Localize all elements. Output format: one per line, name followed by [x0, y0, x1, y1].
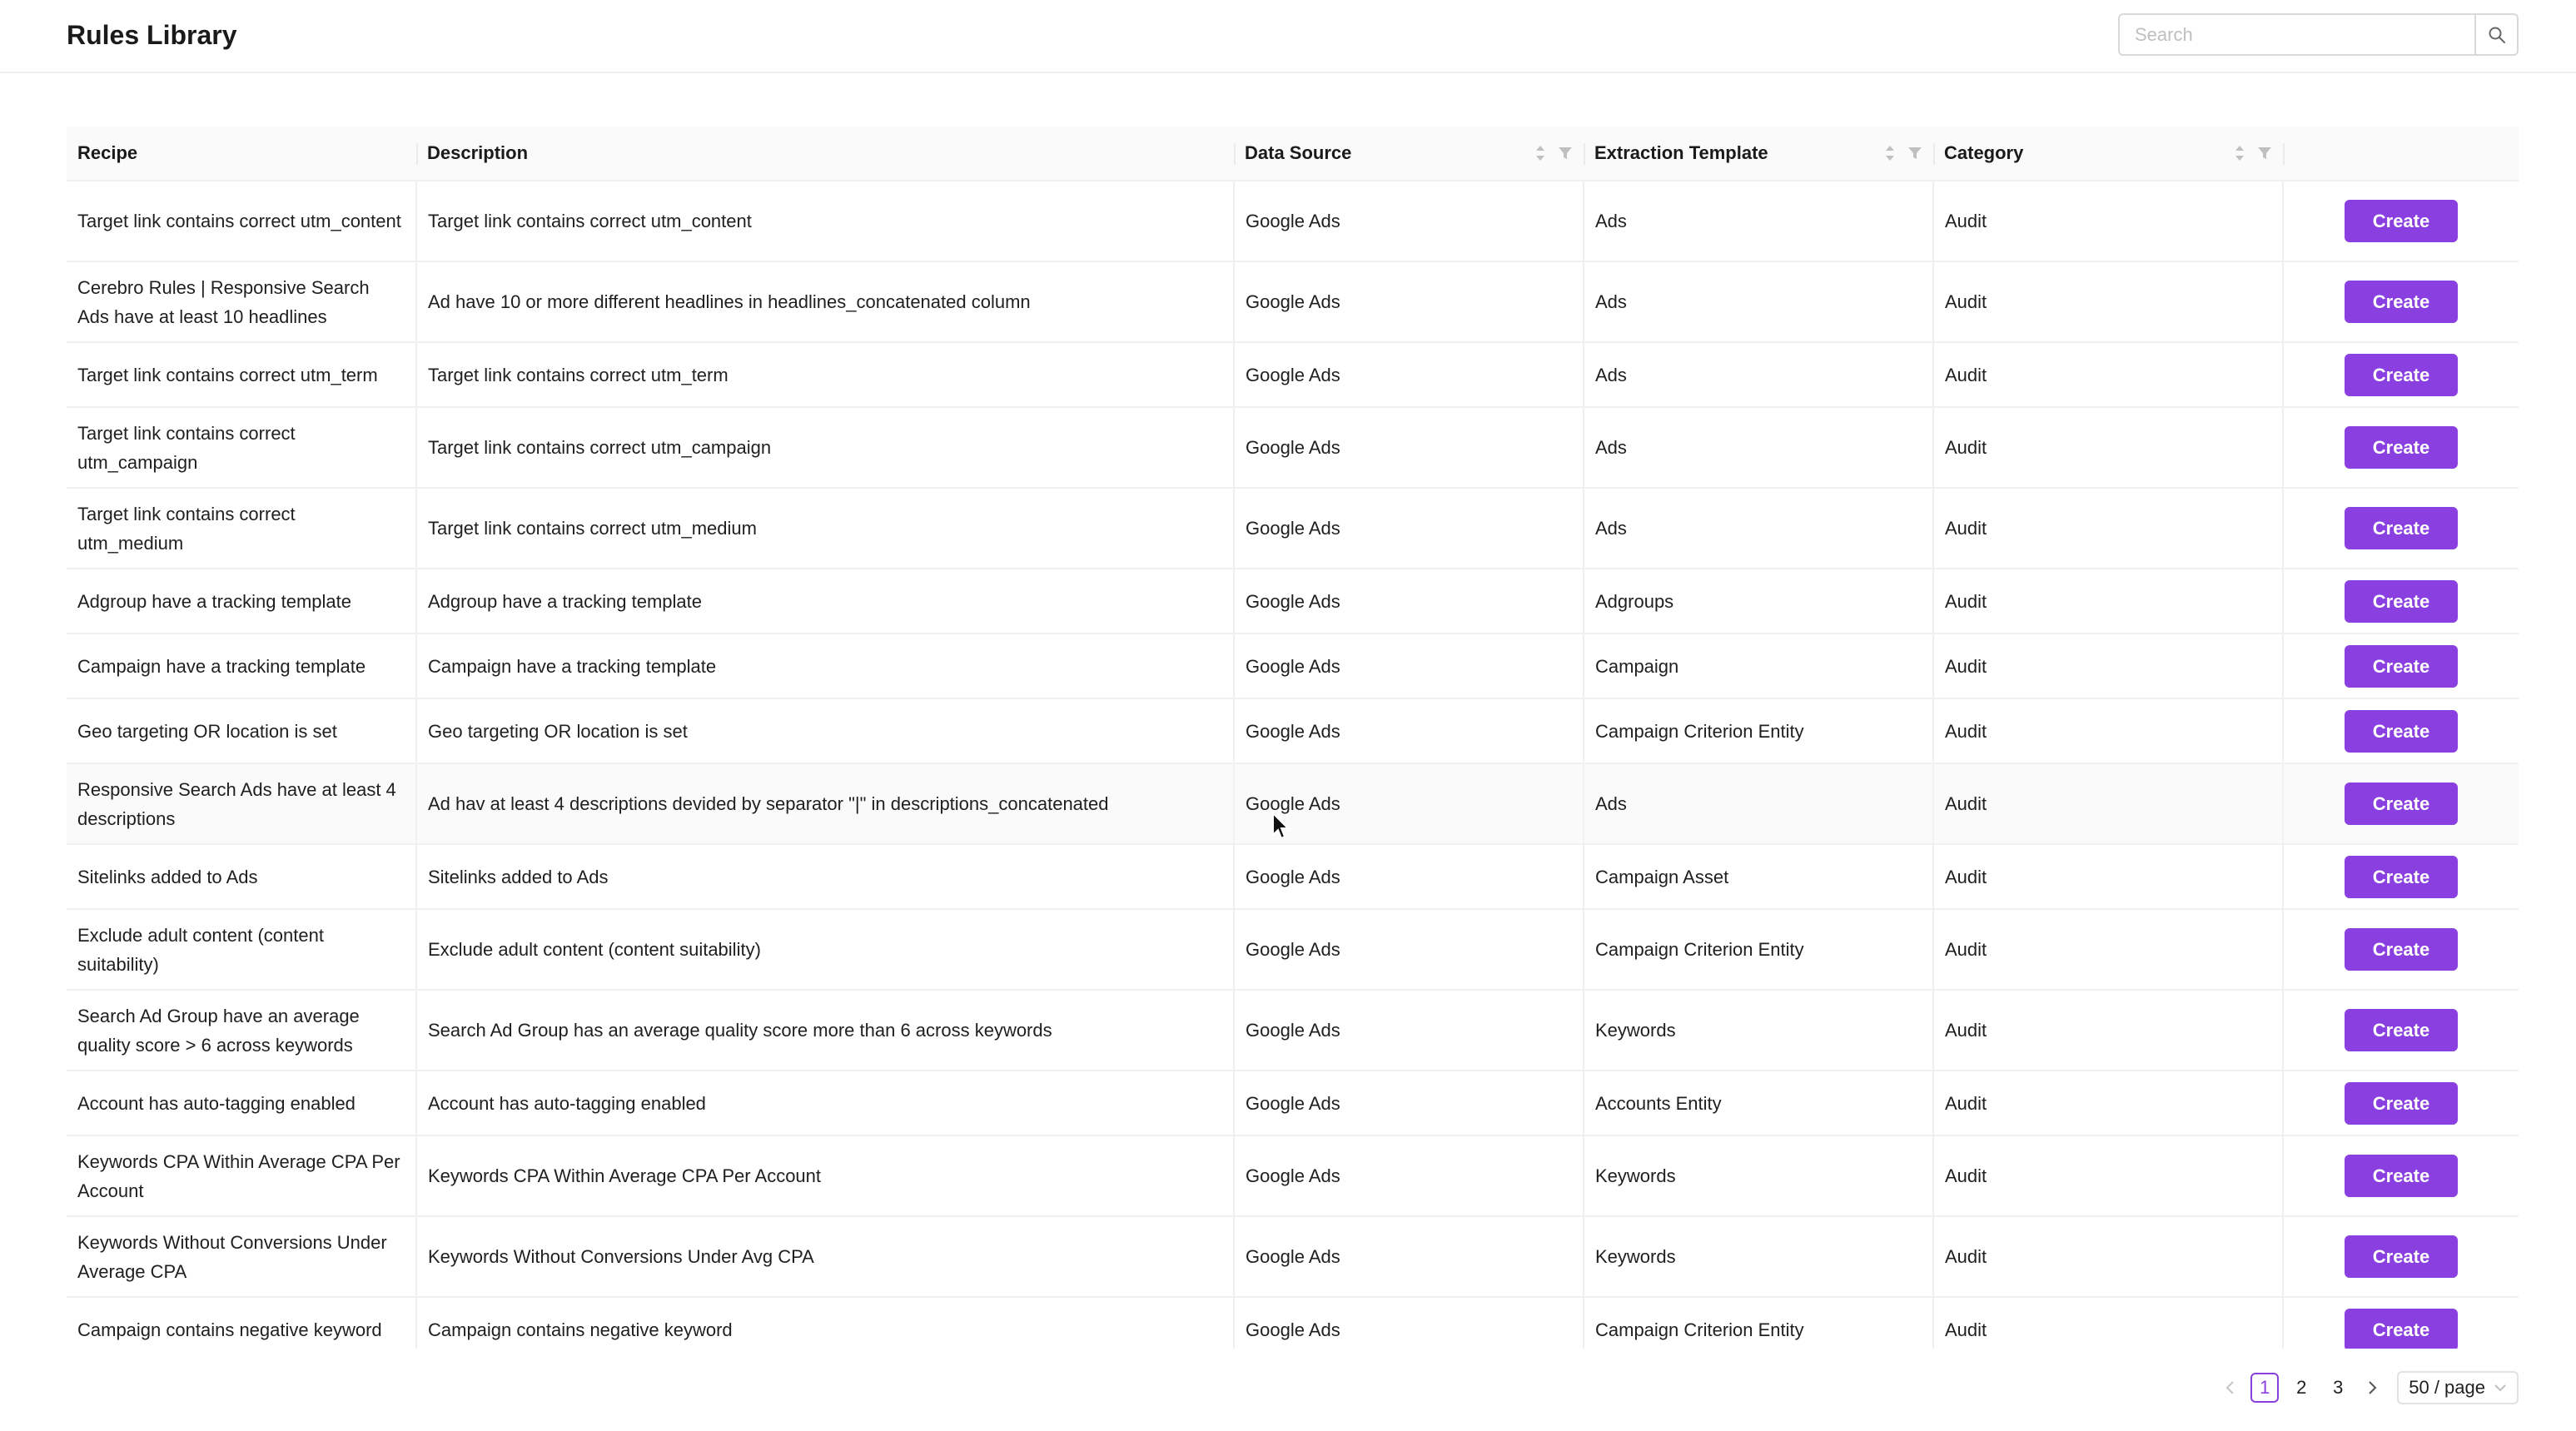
- recipe-cell: Campaign contains negative keyword: [67, 1297, 416, 1349]
- description-cell: Adgroup have a tracking template: [416, 569, 1234, 634]
- search-box: [2118, 13, 2519, 56]
- description-cell: Ad hav at least 4 descriptions devided by separator "|" in descriptions_concatenated: [416, 763, 1234, 844]
- search-icon: [2487, 25, 2507, 45]
- category-cell: Audit: [1933, 634, 2283, 698]
- table-row: [67, 569, 2519, 634]
- header-bar: [0, 0, 2576, 73]
- recipe-cell: Account has auto-tagging enabled: [67, 1071, 416, 1135]
- template-cell: Campaign Criterion Entity: [1584, 698, 1933, 763]
- action-cell: [2283, 261, 2519, 342]
- description-cell: Target link contains correct utm_term: [416, 342, 1234, 407]
- description-cell: Exclude adult content (content suitability): [416, 909, 1234, 990]
- category-cell: Audit: [1933, 1216, 2283, 1297]
- create-button[interactable]: Create: [2345, 1235, 2458, 1278]
- data-source-cell: Google Ads: [1234, 844, 1584, 909]
- category-cell: Audit: [1933, 569, 2283, 634]
- sort-icon[interactable]: [2234, 144, 2245, 162]
- column-header-data-source: Data Source: [1234, 127, 1584, 181]
- table-row: [67, 634, 2519, 698]
- recipe-cell: Responsive Search Ads have at least 4 descriptions: [67, 763, 416, 844]
- category-cell: Audit: [1933, 261, 2283, 342]
- create-button[interactable]: Create: [2345, 645, 2458, 688]
- page-size-select[interactable]: [2397, 1371, 2519, 1404]
- page-2-button[interactable]: 2: [2296, 1377, 2307, 1398]
- template-cell: Ads: [1584, 488, 1933, 569]
- page-size-value: 50 / page: [2409, 1377, 2485, 1398]
- create-button[interactable]: Create: [2345, 856, 2458, 898]
- create-button[interactable]: Create: [2345, 1009, 2458, 1051]
- description-cell: Sitelinks added to Ads: [416, 844, 1234, 909]
- data-source-cell: Google Ads: [1234, 488, 1584, 569]
- template-cell: Campaign Asset: [1584, 844, 1933, 909]
- table-row: [67, 181, 2519, 261]
- filter-icon[interactable]: [2257, 146, 2272, 161]
- action-cell: [2283, 1071, 2519, 1135]
- category-cell: Audit: [1933, 1135, 2283, 1216]
- create-button[interactable]: Create: [2345, 580, 2458, 623]
- description-cell: Campaign have a tracking template: [416, 634, 1234, 698]
- create-button[interactable]: Create: [2345, 1082, 2458, 1125]
- create-button[interactable]: Create: [2345, 354, 2458, 396]
- table-row: [67, 909, 2519, 990]
- table-row: [67, 342, 2519, 407]
- template-cell: Ads: [1584, 181, 1933, 261]
- description-cell: Campaign contains negative keyword: [416, 1297, 1234, 1349]
- create-button[interactable]: Create: [2345, 200, 2458, 242]
- chevron-right-icon: [2366, 1380, 2378, 1395]
- recipe-cell: Search Ad Group have an average quality score > 6 across keywords: [67, 990, 416, 1071]
- category-cell: Audit: [1933, 698, 2283, 763]
- recipe-cell: Target link contains correct utm_medium: [67, 488, 416, 569]
- sort-icon[interactable]: [1534, 144, 1546, 162]
- table-row: [67, 844, 2519, 909]
- description-cell: Target link contains correct utm_content: [416, 181, 1234, 261]
- create-button[interactable]: Create: [2345, 1309, 2458, 1349]
- search-input[interactable]: [2120, 15, 2474, 54]
- data-source-cell: Google Ads: [1234, 569, 1584, 634]
- page-3-button[interactable]: 3: [2333, 1377, 2344, 1398]
- action-cell: [2283, 407, 2519, 488]
- category-cell: Audit: [1933, 407, 2283, 488]
- category-cell: Audit: [1933, 844, 2283, 909]
- table-row: [67, 488, 2519, 569]
- create-button[interactable]: Create: [2345, 710, 2458, 753]
- recipe-cell: Geo targeting OR location is set: [67, 698, 416, 763]
- action-cell: [2283, 1297, 2519, 1349]
- table-row: [67, 763, 2519, 844]
- action-cell: [2283, 844, 2519, 909]
- recipe-cell: Sitelinks added to Ads: [67, 844, 416, 909]
- table-header-row: [67, 127, 2519, 181]
- data-source-cell: Google Ads: [1234, 1297, 1584, 1349]
- recipe-cell: Target link contains correct utm_term: [67, 342, 416, 407]
- chevron-down-icon: [2494, 1383, 2507, 1393]
- action-cell: [2283, 1216, 2519, 1297]
- sort-icon[interactable]: [1884, 144, 1896, 162]
- template-cell: Ads: [1584, 261, 1933, 342]
- template-cell: Keywords: [1584, 990, 1933, 1071]
- description-cell: Keywords CPA Within Average CPA Per Account: [416, 1135, 1234, 1216]
- action-cell: [2283, 488, 2519, 569]
- description-cell: Keywords Without Conversions Under Avg CPA: [416, 1216, 1234, 1297]
- table-row: [67, 261, 2519, 342]
- action-cell: [2283, 909, 2519, 990]
- mouse-cursor-icon: [1271, 812, 1291, 840]
- column-header-actions: [2283, 127, 2519, 181]
- template-cell: Adgroups: [1584, 569, 1933, 634]
- description-cell: Account has auto-tagging enabled: [416, 1071, 1234, 1135]
- table-row: [67, 1297, 2519, 1349]
- template-cell: Ads: [1584, 763, 1933, 844]
- category-cell: Audit: [1933, 1297, 2283, 1349]
- next-page-button[interactable]: [2360, 1380, 2384, 1395]
- description-cell: Target link contains correct utm_campaign: [416, 407, 1234, 488]
- action-cell: [2283, 990, 2519, 1071]
- category-cell: Audit: [1933, 342, 2283, 407]
- template-cell: Keywords: [1584, 1135, 1933, 1216]
- prev-page-button[interactable]: [2219, 1380, 2242, 1395]
- action-cell: [2283, 181, 2519, 261]
- create-button[interactable]: Create: [2345, 1155, 2458, 1197]
- data-source-cell: Google Ads: [1234, 181, 1584, 261]
- action-cell: [2283, 1135, 2519, 1216]
- description-cell: Geo targeting OR location is set: [416, 698, 1234, 763]
- recipe-cell: Target link contains correct utm_content: [67, 181, 416, 261]
- create-button[interactable]: Create: [2345, 928, 2458, 971]
- recipe-cell: Target link contains correct utm_campaign: [67, 407, 416, 488]
- action-cell: [2283, 569, 2519, 634]
- action-cell: [2283, 342, 2519, 407]
- template-cell: Campaign: [1584, 634, 1933, 698]
- data-source-cell: Google Ads: [1234, 909, 1584, 990]
- table-row: [67, 1071, 2519, 1135]
- data-source-cell: Google Ads: [1234, 261, 1584, 342]
- create-button[interactable]: Create: [2345, 426, 2458, 469]
- data-source-cell: Google Ads: [1234, 407, 1584, 488]
- table-row: [67, 1216, 2519, 1297]
- template-cell: Ads: [1584, 342, 1933, 407]
- category-cell: Audit: [1933, 488, 2283, 569]
- create-button[interactable]: Create: [2345, 281, 2458, 323]
- data-source-cell: Google Ads: [1234, 634, 1584, 698]
- create-button[interactable]: Create: [2345, 507, 2458, 549]
- recipe-cell: Exclude adult content (content suitability): [67, 909, 416, 990]
- template-cell: Campaign Criterion Entity: [1584, 1297, 1933, 1349]
- description-cell: Ad have 10 or more different headlines in headlines_concatenated column: [416, 261, 1234, 342]
- recipe-cell: Campaign have a tracking template: [67, 634, 416, 698]
- table-row: [67, 1135, 2519, 1216]
- action-cell: [2283, 698, 2519, 763]
- table-row: [67, 698, 2519, 763]
- rules-table: [67, 127, 2519, 1349]
- search-button[interactable]: [2474, 15, 2517, 54]
- chevron-left-icon: [2225, 1380, 2236, 1395]
- description-cell: Target link contains correct utm_medium: [416, 488, 1234, 569]
- category-cell: Audit: [1933, 763, 2283, 844]
- page-1-button[interactable]: 1: [2250, 1373, 2279, 1403]
- category-cell: Audit: [1933, 181, 2283, 261]
- recipe-cell: Adgroup have a tracking template: [67, 569, 416, 634]
- filter-icon[interactable]: [1558, 146, 1573, 161]
- table-row: [67, 990, 2519, 1071]
- recipe-cell: Keywords Without Conversions Under Average CPA: [67, 1216, 416, 1297]
- column-header-extraction-template: Extraction Template: [1584, 127, 1933, 181]
- description-cell: Search Ad Group has an average quality score more than 6 across keywords: [416, 990, 1234, 1071]
- filter-icon[interactable]: [1907, 146, 1922, 161]
- column-header-category: Category: [1933, 127, 2283, 181]
- recipe-cell: Cerebro Rules | Responsive Search Ads have at least 10 headlines: [67, 261, 416, 342]
- data-source-cell: Google Ads: [1234, 763, 1584, 844]
- template-cell: Keywords: [1584, 1216, 1933, 1297]
- column-header-recipe: Recipe: [67, 127, 416, 181]
- template-cell: Campaign Criterion Entity: [1584, 909, 1933, 990]
- table-row: [67, 407, 2519, 488]
- category-cell: Audit: [1933, 1071, 2283, 1135]
- data-source-cell: Google Ads: [1234, 990, 1584, 1071]
- data-source-cell: Google Ads: [1234, 1071, 1584, 1135]
- action-cell: [2283, 763, 2519, 844]
- recipe-cell: Keywords CPA Within Average CPA Per Account: [67, 1135, 416, 1216]
- template-cell: Accounts Entity: [1584, 1071, 1933, 1135]
- category-cell: Audit: [1933, 990, 2283, 1071]
- pagination: [2219, 1371, 2519, 1404]
- data-source-cell: Google Ads: [1234, 698, 1584, 763]
- data-source-cell: Google Ads: [1234, 1135, 1584, 1216]
- action-cell: [2283, 634, 2519, 698]
- page-title: Rules Library: [67, 20, 237, 50]
- create-button[interactable]: Create: [2345, 783, 2458, 825]
- category-cell: Audit: [1933, 909, 2283, 990]
- data-source-cell: Google Ads: [1234, 1216, 1584, 1297]
- column-header-description: Description: [416, 127, 1234, 181]
- data-source-cell: Google Ads: [1234, 342, 1584, 407]
- template-cell: Ads: [1584, 407, 1933, 488]
